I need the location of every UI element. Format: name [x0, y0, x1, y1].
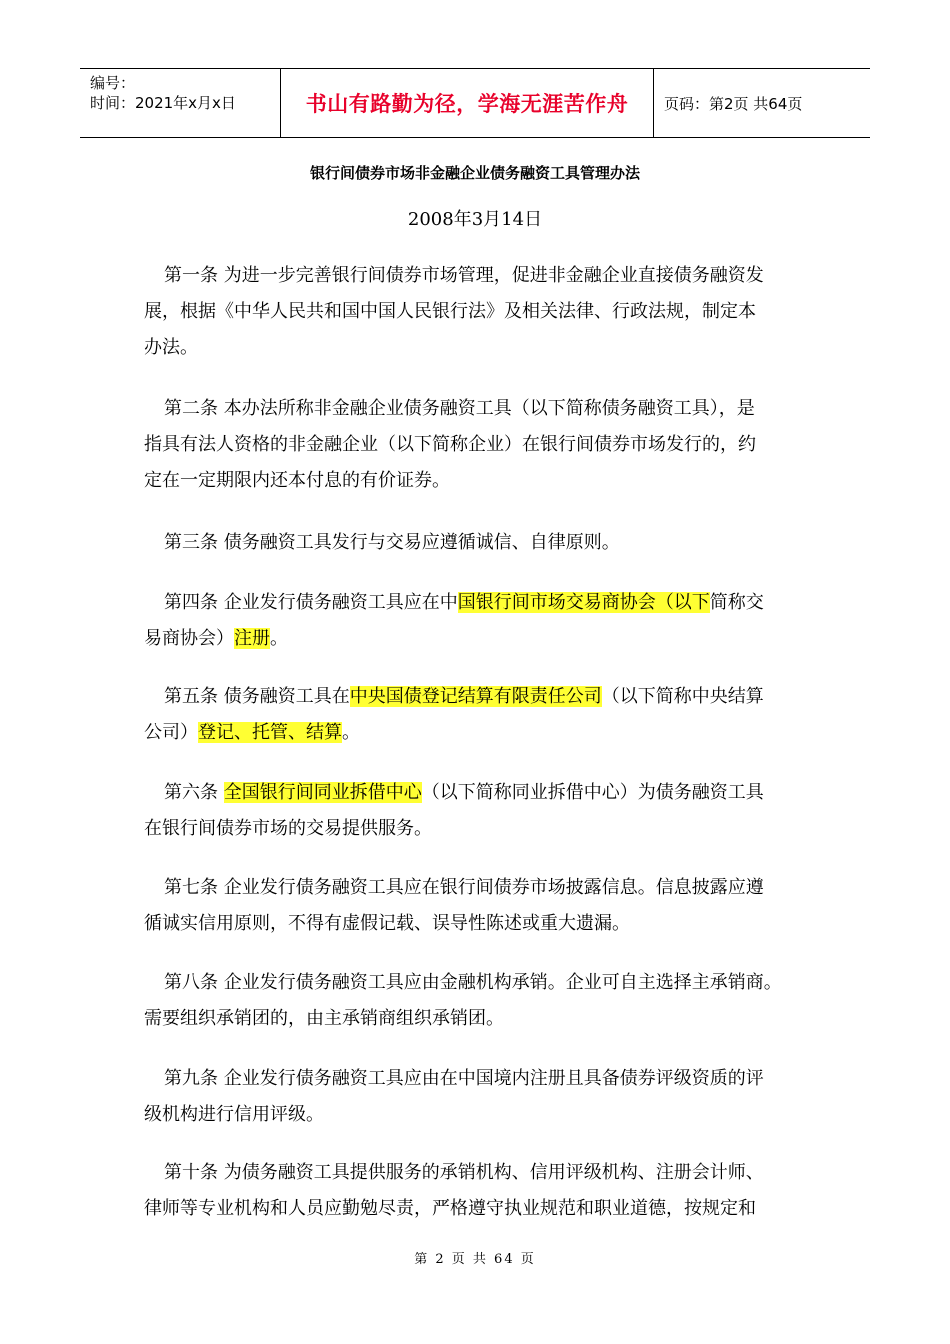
text-segment: 易商协会）	[144, 628, 234, 649]
text-line	[144, 679, 809, 715]
text-line: 定在一定期限内还本付息的有价证券。	[144, 470, 450, 491]
text-line: 指具有法人资格的非金融企业（以下简称企业）在银行间债券市场发行的，约	[144, 434, 756, 455]
text-segment: 公司）	[144, 722, 198, 743]
text-line	[144, 715, 809, 751]
header-meta	[80, 69, 280, 137]
highlighted-text: 中央国债登记结算有限责任公司	[349, 686, 602, 707]
article-3	[144, 525, 809, 561]
text-segment: 第六条	[164, 782, 224, 803]
text-line: 需要组织承销团的，由主承销商组织承销团。	[144, 1008, 504, 1029]
document-date: 2008年3月14日	[407, 209, 543, 230]
page-info: 页码：第2页 共64页	[664, 94, 803, 113]
text-line	[144, 775, 809, 811]
text-line: 第十条 为债务融资工具提供服务的承销机构、信用评级机构、注册会计师、	[164, 1162, 764, 1183]
text-line	[144, 621, 809, 657]
text-line: 循诚实信用原则，不得有虚假记载、误导性陈述或重大遗漏。	[144, 913, 630, 934]
page-footer: 第 2 页 共 64 页	[414, 1252, 536, 1267]
article-7	[144, 870, 809, 942]
page-header	[80, 68, 870, 138]
article-10	[144, 1155, 809, 1227]
text-line: 第七条 企业发行债务融资工具应在银行间债券市场披露信息。信息披露应遵	[164, 877, 764, 898]
highlighted-text: 国银行间市场交易商协会（以下	[457, 592, 710, 613]
text-line: 办法。	[144, 337, 198, 358]
text-segment: 简称交	[709, 592, 764, 613]
text-line: 第九条 企业发行债务融资工具应由在中国境内注册且具备债券评级资质的评	[164, 1068, 764, 1089]
text-segment: （以下简称同业拆借中心）为债务融资工具	[421, 782, 764, 803]
text-line: 在银行间债券市场的交易提供服务。	[144, 818, 432, 839]
text-line: 级机构进行信用评级。	[144, 1104, 324, 1125]
text-segment: 。	[342, 722, 360, 743]
highlighted-text: 登记、托管、结算	[198, 722, 342, 743]
header-motto-cell	[280, 69, 654, 137]
text-line: 第八条 企业发行债务融资工具应由金融机构承销。企业可自主选择主承销商。	[164, 972, 782, 993]
article-1	[144, 258, 809, 366]
highlighted-text: 注册	[234, 628, 270, 649]
article-2	[144, 391, 809, 499]
text-line: 第一条 为进一步完善银行间债券市场管理，促进非金融企业直接债务融资发	[164, 265, 764, 286]
article-8	[144, 965, 809, 1037]
article-9	[144, 1061, 809, 1133]
highlighted-text: 全国银行间同业拆借中心	[223, 782, 422, 803]
article-5	[144, 679, 809, 751]
text-segment: 第四条 企业发行债务融资工具应在中	[164, 592, 458, 613]
text-line: 第三条 债务融资工具发行与交易应遵循诚信、自律原则。	[164, 532, 620, 553]
time-label: 时间：2021年x月x日	[90, 94, 236, 112]
text-segment: 第五条 债务融资工具在	[164, 686, 350, 707]
document-title: 银行间债券市场非金融企业债务融资工具管理办法	[309, 164, 640, 182]
text-line	[144, 585, 809, 621]
text-line: 律师等专业机构和人员应勤勉尽责，严格遵守执业规范和职业道德，按规定和	[144, 1198, 756, 1219]
article-4	[144, 585, 809, 657]
motto-text: 书山有路勤为径，学海无涯苦作舟	[305, 92, 629, 116]
number-label: 编号：	[90, 74, 136, 92]
text-segment: 。	[270, 628, 288, 649]
article-6	[144, 775, 809, 847]
text-line: 第二条 本办法所称非金融企业债务融资工具（以下简称债务融资工具），是	[164, 398, 755, 419]
text-segment: （以下简称中央结算	[601, 686, 764, 707]
text-line: 展，根据《中华人民共和国中国人民银行法》及相关法律、行政法规，制定本	[144, 301, 756, 322]
